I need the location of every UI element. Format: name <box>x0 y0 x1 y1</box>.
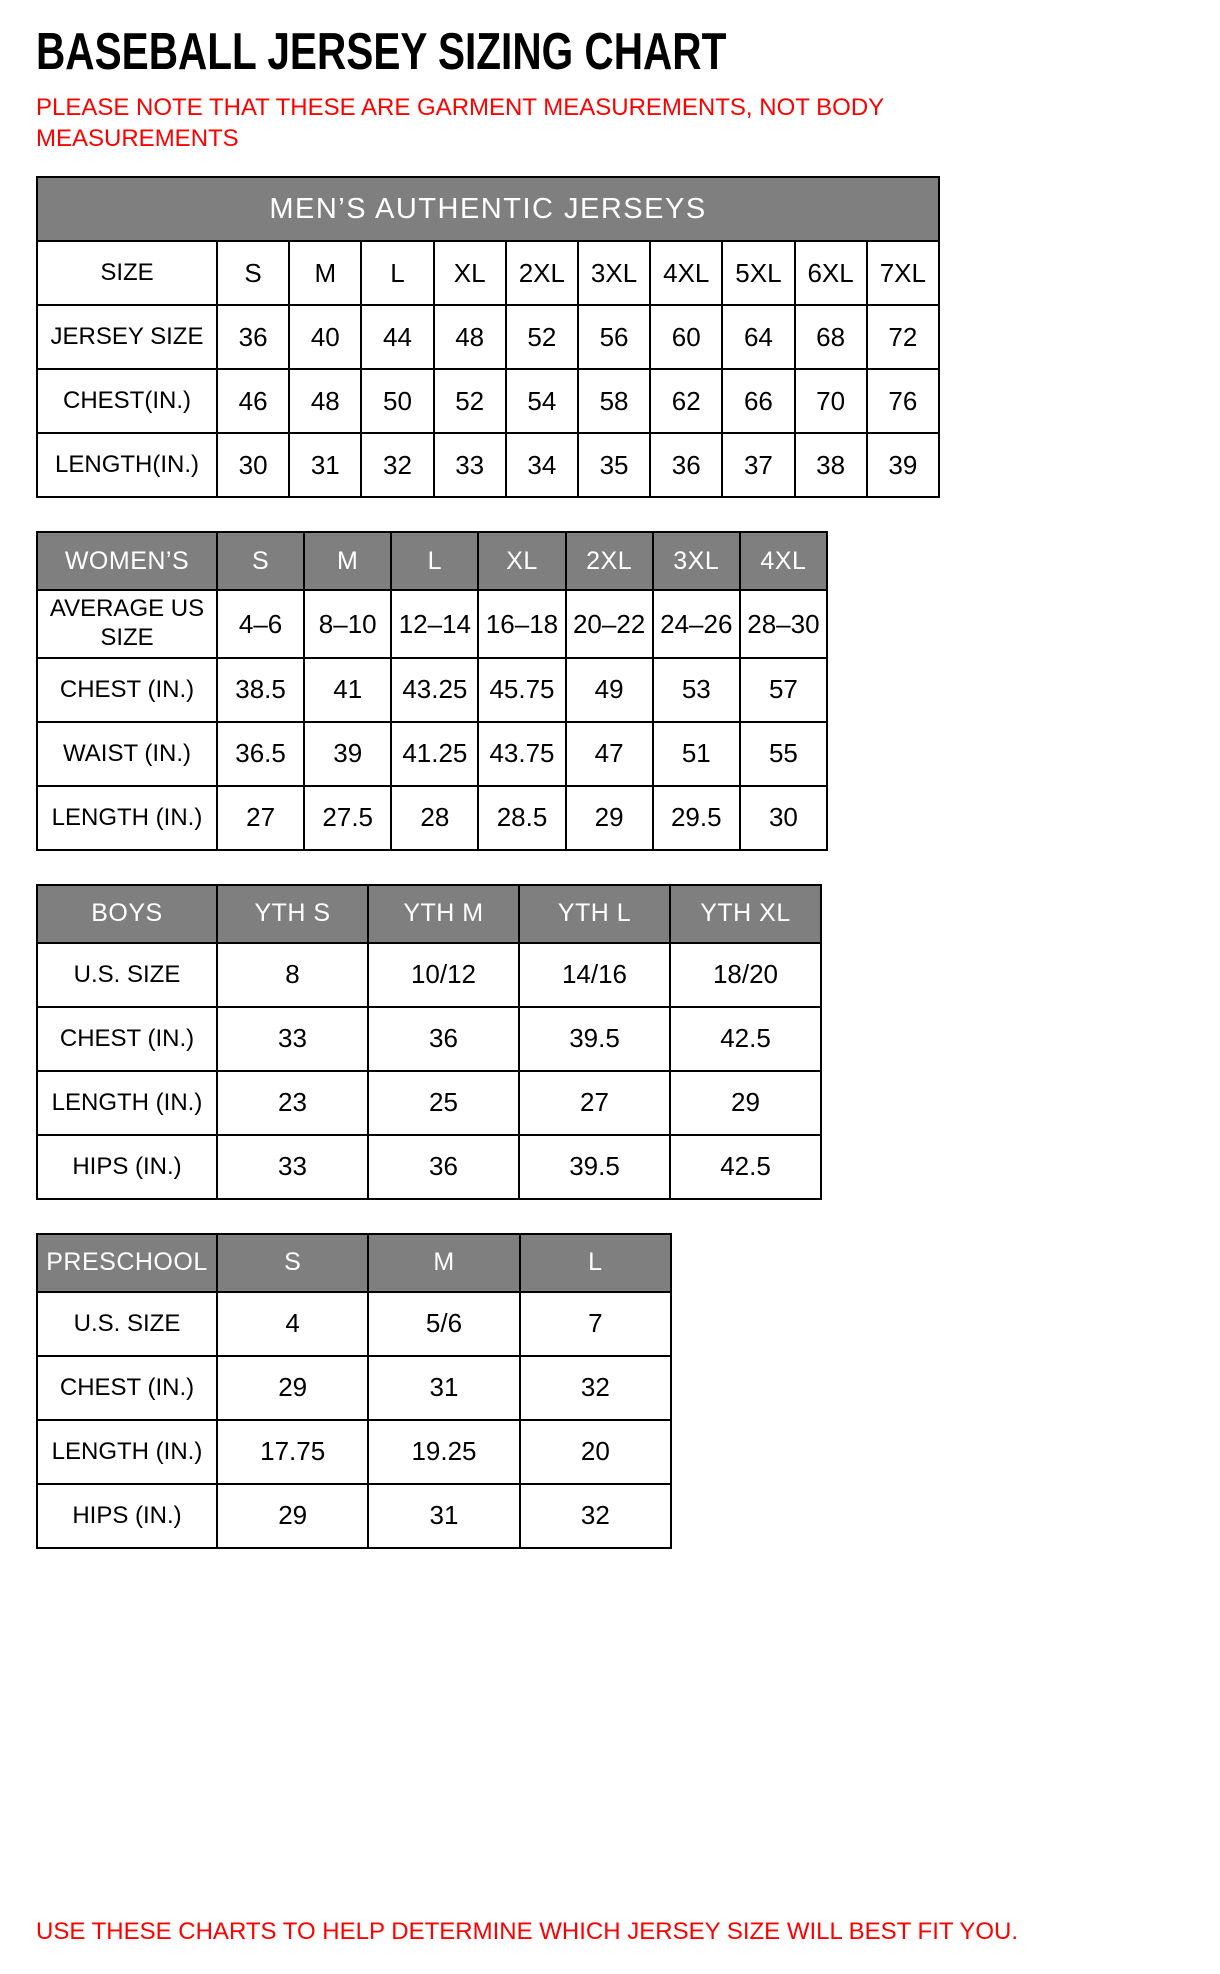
data-cell: 58 <box>578 369 650 433</box>
womens-header-label: WOMEN’S <box>37 532 217 590</box>
data-cell: 27.5 <box>304 786 391 850</box>
data-cell: 19.25 <box>368 1420 519 1484</box>
data-cell: 72 <box>867 305 939 369</box>
row-label: SIZE <box>37 241 217 305</box>
row-label: CHEST(IN.) <box>37 369 217 433</box>
data-cell: 20 <box>520 1420 671 1484</box>
data-cell: 24–26 <box>653 590 740 658</box>
data-cell: 64 <box>722 305 794 369</box>
table-row <box>37 943 821 1007</box>
column-header: XL <box>478 532 565 590</box>
data-cell: 29 <box>566 786 653 850</box>
row-label: CHEST (IN.) <box>37 658 217 722</box>
page-title: BASEBALL JERSEY SIZING CHART <box>36 23 727 81</box>
data-cell: 28.5 <box>478 786 565 850</box>
data-cell: L <box>361 241 433 305</box>
data-cell: 29 <box>670 1071 821 1135</box>
column-header: L <box>520 1234 671 1292</box>
data-cell: 36.5 <box>217 722 304 786</box>
table-row <box>37 1356 671 1420</box>
womens-sizing-table <box>36 531 828 851</box>
data-cell: 49 <box>566 658 653 722</box>
row-label: U.S. SIZE <box>37 943 217 1007</box>
data-cell: 12–14 <box>391 590 478 658</box>
data-cell: 18/20 <box>670 943 821 1007</box>
data-cell: 4 <box>217 1292 368 1356</box>
table-header-row <box>37 532 827 590</box>
table-row <box>37 590 827 658</box>
data-cell: 30 <box>217 433 289 497</box>
data-cell: 42.5 <box>670 1007 821 1071</box>
data-cell: 35 <box>578 433 650 497</box>
column-header: L <box>391 532 478 590</box>
column-header: S <box>217 1234 368 1292</box>
table-row <box>37 369 939 433</box>
data-cell: 43.75 <box>478 722 565 786</box>
data-cell: 3XL <box>578 241 650 305</box>
table-header-row <box>37 885 821 943</box>
table-row <box>37 1484 671 1548</box>
data-cell: 39 <box>867 433 939 497</box>
data-cell: 53 <box>653 658 740 722</box>
column-header: YTH S <box>217 885 368 943</box>
tables <box>36 176 940 1582</box>
table-row <box>37 241 939 305</box>
data-cell: 10/12 <box>368 943 519 1007</box>
column-header: M <box>368 1234 519 1292</box>
data-cell: 43.25 <box>391 658 478 722</box>
mens-sizing-table <box>36 176 940 498</box>
row-label: JERSEY SIZE <box>37 305 217 369</box>
table-row <box>37 1135 821 1199</box>
data-cell: 52 <box>506 305 578 369</box>
data-cell: 46 <box>217 369 289 433</box>
data-cell: 29.5 <box>653 786 740 850</box>
data-cell: 39.5 <box>519 1135 670 1199</box>
data-cell: 32 <box>361 433 433 497</box>
data-cell: 76 <box>867 369 939 433</box>
column-header: YTH L <box>519 885 670 943</box>
data-cell: 27 <box>217 786 304 850</box>
data-cell: 68 <box>795 305 867 369</box>
table-row <box>37 433 939 497</box>
data-cell: 29 <box>217 1484 368 1548</box>
row-label: HIPS (IN.) <box>37 1135 217 1199</box>
data-cell: 23 <box>217 1071 368 1135</box>
data-cell: S <box>217 241 289 305</box>
data-cell: 62 <box>650 369 722 433</box>
table-banner-row <box>37 177 939 241</box>
data-cell: 70 <box>795 369 867 433</box>
column-header: S <box>217 532 304 590</box>
data-cell: 31 <box>368 1484 519 1548</box>
table-row <box>37 1071 821 1135</box>
data-cell: 5XL <box>722 241 794 305</box>
data-cell: 36 <box>368 1135 519 1199</box>
column-header: 2XL <box>566 532 653 590</box>
data-cell: 30 <box>740 786 827 850</box>
column-header: 4XL <box>740 532 827 590</box>
column-header: 3XL <box>653 532 740 590</box>
data-cell: 38.5 <box>217 658 304 722</box>
data-cell: 47 <box>566 722 653 786</box>
data-cell: 66 <box>722 369 794 433</box>
data-cell: 50 <box>361 369 433 433</box>
data-cell: 54 <box>506 369 578 433</box>
row-label: LENGTH (IN.) <box>37 1071 217 1135</box>
column-header: YTH M <box>368 885 519 943</box>
table-row <box>37 1007 821 1071</box>
preschool-header-label: PRESCHOOL <box>37 1234 217 1292</box>
boys-sizing-table <box>36 884 822 1200</box>
data-cell: 34 <box>506 433 578 497</box>
data-cell: 45.75 <box>478 658 565 722</box>
data-cell: 55 <box>740 722 827 786</box>
data-cell: 36 <box>368 1007 519 1071</box>
data-cell: 32 <box>520 1356 671 1420</box>
row-label: CHEST (IN.) <box>37 1356 217 1420</box>
data-cell: 16–18 <box>478 590 565 658</box>
data-cell: 33 <box>217 1135 368 1199</box>
data-cell: 8 <box>217 943 368 1007</box>
data-cell: 28 <box>391 786 478 850</box>
data-cell: 7XL <box>867 241 939 305</box>
data-cell: 8–10 <box>304 590 391 658</box>
column-header: M <box>304 532 391 590</box>
data-cell: 36 <box>217 305 289 369</box>
data-cell: 5/6 <box>368 1292 519 1356</box>
row-label: CHEST (IN.) <box>37 1007 217 1071</box>
table-row <box>37 1292 671 1356</box>
row-label: LENGTH(IN.) <box>37 433 217 497</box>
data-cell: 27 <box>519 1071 670 1135</box>
data-cell: 32 <box>520 1484 671 1548</box>
row-label: U.S. SIZE <box>37 1292 217 1356</box>
table-row <box>37 305 939 369</box>
data-cell: 31 <box>368 1356 519 1420</box>
data-cell: 20–22 <box>566 590 653 658</box>
data-cell: 51 <box>653 722 740 786</box>
row-label: WAIST (IN.) <box>37 722 217 786</box>
table-row <box>37 658 827 722</box>
table-row <box>37 722 827 786</box>
data-cell: 40 <box>289 305 361 369</box>
data-cell: 56 <box>578 305 650 369</box>
footer-note: USE THESE CHARTS TO HELP DETERMINE WHICH JERSEY SIZE WILL BEST FIT YOU. <box>36 1918 1019 1945</box>
preschool-sizing-table <box>36 1233 672 1549</box>
data-cell: 36 <box>650 433 722 497</box>
data-cell: 41.25 <box>391 722 478 786</box>
data-cell: 52 <box>434 369 506 433</box>
data-cell: 4XL <box>650 241 722 305</box>
data-cell: 2XL <box>506 241 578 305</box>
data-cell: M <box>289 241 361 305</box>
data-cell: 31 <box>289 433 361 497</box>
data-cell: 4–6 <box>217 590 304 658</box>
data-cell: 39.5 <box>519 1007 670 1071</box>
table-row <box>37 786 827 850</box>
row-label: LENGTH (IN.) <box>37 1420 217 1484</box>
data-cell: 37 <box>722 433 794 497</box>
column-header: YTH XL <box>670 885 821 943</box>
data-cell: 28–30 <box>740 590 827 658</box>
data-cell: 6XL <box>795 241 867 305</box>
data-cell: 7 <box>520 1292 671 1356</box>
table-row <box>37 1420 671 1484</box>
data-cell: XL <box>434 241 506 305</box>
data-cell: 60 <box>650 305 722 369</box>
data-cell: 38 <box>795 433 867 497</box>
data-cell: 48 <box>434 305 506 369</box>
row-label: HIPS (IN.) <box>37 1484 217 1548</box>
data-cell: 14/16 <box>519 943 670 1007</box>
boys-header-label: BOYS <box>37 885 217 943</box>
data-cell: 25 <box>368 1071 519 1135</box>
table-header-row <box>37 1234 671 1292</box>
row-label: LENGTH (IN.) <box>37 786 217 850</box>
data-cell: 29 <box>217 1356 368 1420</box>
garment-measurement-note: PLEASE NOTE THAT THESE ARE GARMENT MEASUREMENTS, NOT BODY MEASUREMENTS <box>36 94 884 153</box>
data-cell: 48 <box>289 369 361 433</box>
data-cell: 39 <box>304 722 391 786</box>
data-cell: 41 <box>304 658 391 722</box>
mens-banner: MEN’S AUTHENTIC JERSEYS <box>37 177 939 241</box>
data-cell: 44 <box>361 305 433 369</box>
data-cell: 42.5 <box>670 1135 821 1199</box>
data-cell: 57 <box>740 658 827 722</box>
data-cell: 33 <box>434 433 506 497</box>
data-cell: 33 <box>217 1007 368 1071</box>
data-cell: 17.75 <box>217 1420 368 1484</box>
row-label: AVERAGE US SIZE <box>37 590 217 658</box>
